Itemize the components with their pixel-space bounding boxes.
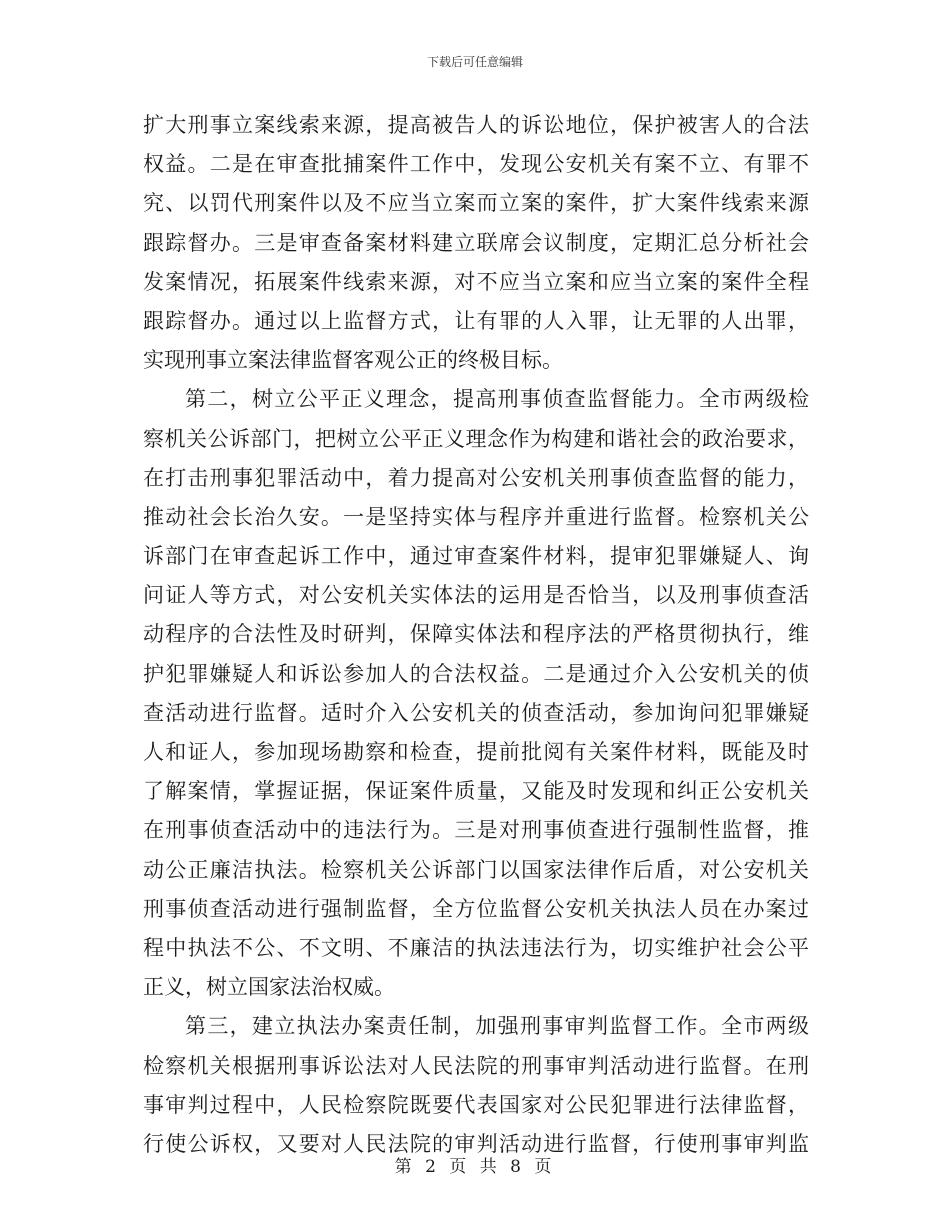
text-line: 护犯罪嫌疑人和诉讼参加人的合法权益。二是通过介入公安机关的侦 xyxy=(143,661,809,686)
document-body xyxy=(143,106,809,1164)
text-line: 人和证人，参加现场勘察和检查，提前批阅有关案件材料，既能及时 xyxy=(143,740,809,764)
text-line: 诉部门在审查起诉工作中，通过审查案件材料，提审犯罪嫌疑人、询 xyxy=(143,544,809,569)
text-line: 跟踪督办。通过以上监督方式，让有罪的人入罪，让无罪的人出罪， xyxy=(143,308,809,333)
text-line: 程中执法不公、不文明、不廉洁的执法违法行为，切实维护社会公平 xyxy=(143,935,809,960)
text-line: 实现刑事立案法律监督客观公正的终极目标。 xyxy=(143,348,563,373)
text-line: 在刑事侦查活动中的违法行为。三是对刑事侦查进行强制性监督，推 xyxy=(143,818,809,843)
text-line: 在打击刑事犯罪活动中，着力提高对公安机关刑事侦查监督的能力， xyxy=(143,465,809,490)
text-line: 刑事侦查活动进行强制监督，全方位监督公安机关执法人员在办案过 xyxy=(143,896,809,921)
page-number-footer: 第 2 页 共 8 页 xyxy=(394,1157,556,1177)
text-line: 究、以罚代刑案件以及不应当立案而立案的案件，扩大案件线索来源 xyxy=(143,191,809,216)
text-line: 检察机关根据刑事诉讼法对人民法院的刑事审判活动进行监督。在刑 xyxy=(143,1053,809,1078)
text-line: 推动社会长治久安。一是坚持实体与程序并重进行监督。检察机关公 xyxy=(143,504,809,529)
text-line: 权益。二是在审查批捕案件工作中，发现公安机关有案不立、有罪不 xyxy=(143,152,809,177)
text-line: 第三，建立执法办案责任制，加强刑事审判监督工作。全市两级 xyxy=(185,1014,809,1039)
text-line: 正义，树立国家法治权威。 xyxy=(143,975,395,1000)
text-line: 动程序的合法性及时研判，保障实体法和程序法的严格贯彻执行，维 xyxy=(143,622,809,647)
page-header-note: 下载后可任意编辑 xyxy=(426,55,523,69)
text-line: 跟踪督办。三是审查备案材料建立联席会议制度，定期汇总分析社会 xyxy=(143,230,809,255)
text-line: 行使公诉权，又要对人民法院的审判活动进行监督，行使刑事审判监 xyxy=(143,1131,809,1156)
text-line: 察机关公诉部门，把树立公平正义理念作为构建和谐社会的政治要求， xyxy=(143,426,809,451)
text-line: 问证人等方式，对公安机关实体法的运用是否恰当，以及刑事侦查活 xyxy=(143,583,809,608)
paragraph-3 xyxy=(143,1007,809,1164)
paragraph-2 xyxy=(143,380,809,1007)
text-line: 查活动进行监督。适时介入公安机关的侦查活动，参加询问犯罪嫌疑 xyxy=(143,700,809,725)
text-line: 动公正廉洁执法。检察机关公诉部门以国家法律作后盾，对公安机关 xyxy=(143,857,809,882)
text-line: 了解案情，掌握证据，保证案件质量，又能及时发现和纠正公安机关 xyxy=(143,779,809,804)
paragraph-1 xyxy=(143,106,809,380)
text-line: 事审判过程中，人民检察院既要代表国家对公民犯罪进行法律监督， xyxy=(143,1092,809,1117)
text-line: 发案情况，拓展案件线索来源，对不应当立案和应当立案的案件全程 xyxy=(143,269,809,294)
text-line: 第二，树立公平正义理念，提高刑事侦查监督能力。全市两级检 xyxy=(185,387,809,412)
text-line: 扩大刑事立案线索来源，提高被告人的诉讼地位，保护被害人的合法 xyxy=(143,113,809,137)
